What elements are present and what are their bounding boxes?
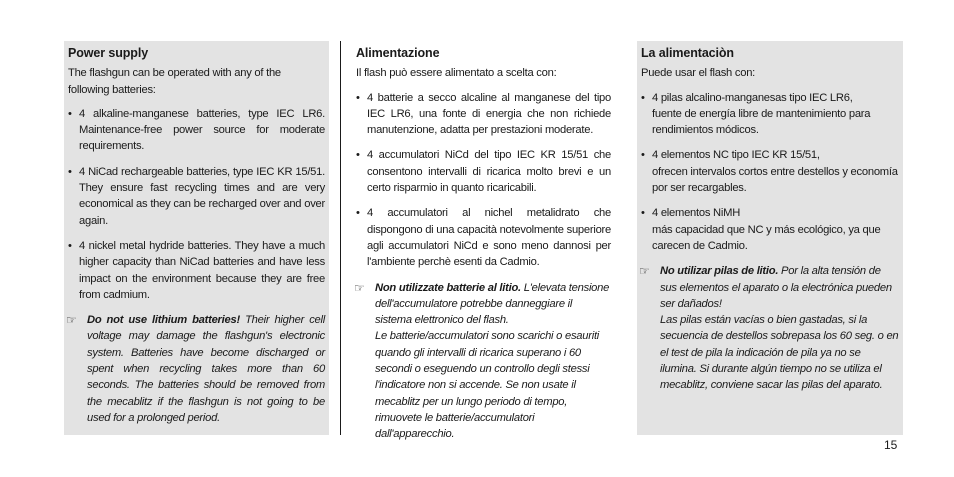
english-note-warning: Do not use lithium batteries! xyxy=(87,314,240,327)
english-intro: The flashgun can be operated with any of the following batteries: xyxy=(68,67,281,96)
bullet-dot: • xyxy=(641,149,645,162)
english-bullet-alkaline xyxy=(68,106,325,155)
bullet-dot: • xyxy=(641,207,645,220)
bullet-dot: • xyxy=(68,239,72,252)
pointing-hand-icon: ☞ xyxy=(639,264,650,279)
italian-heading: Alimentazione xyxy=(356,46,440,60)
bullet-text: fuente de energía libre de mantenimiento para rendimientos módicos. xyxy=(652,107,871,137)
spanish-column xyxy=(637,41,903,435)
bullet-text: 4 NiCad rechargeable batteries, type IEC KR 15/51. They ensure fast recycling times and are very economical as they can be recharged over and over again. xyxy=(79,165,325,227)
english-column xyxy=(64,41,329,435)
italian-note-warning: Non utilizzate batterie al litio. xyxy=(375,281,521,294)
italian-bullet-nicd xyxy=(356,147,611,196)
spanish-note xyxy=(641,263,899,393)
page-number: 15 xyxy=(884,438,898,452)
spanish-bullet-nimh xyxy=(641,205,899,254)
italian-note-line xyxy=(375,280,611,329)
bullet-text: 4 nickel metal hydride batteries. They have a much higher capacity than NiCad batteries and have less impact on the environment because they are free from cadmium. xyxy=(79,239,325,301)
english-bullet-nicad xyxy=(68,164,325,229)
pointing-hand-icon: ☞ xyxy=(354,280,365,295)
bullet-text: ofrecen intervalos cortos entre destellos y economía por ser recargables. xyxy=(652,165,898,195)
italian-column xyxy=(352,41,615,441)
column-divider xyxy=(340,41,341,435)
bullet-text: 4 elementos NiMH xyxy=(652,207,741,220)
bullet-dot: • xyxy=(356,149,360,162)
spanish-note-text-2: Las pilas están vacías o bien gastadas, si la secuencia de destellos sobrepasa los 60 seg. o en el test de pila la indicación de pila ya no se ilumina. Si durante algún tiempo no se utiliza el mecablitz, conviene sacar las pilas del aparato. xyxy=(660,314,899,392)
italian-bullet-nimh xyxy=(356,205,611,270)
bullet-text: 4 batterie a secco alcaline al manganese del tipo IEC LR6, una fonte di energia che non richiede manutenzione, adatta per prestazioni moderate. xyxy=(367,91,611,137)
bullet-dot: • xyxy=(356,207,360,220)
bullet-text: 4 accumulatori NiCd del tipo IEC KR 15/51 che consentono intervalli di ricarica molto brevi e un certo risparmio in quanto ricaricabili. xyxy=(367,149,611,195)
spanish-note-line xyxy=(660,263,899,312)
bullet-dot: • xyxy=(356,91,360,104)
italian-note-text-2: Le batterie/accumulatori sono scarichi o esauriti quando gli intervalli di ricarica superano i 60 secondi o eseguendo un controllo degli stessi l'indicatore non si accende. Se non usate il mecablitz per un lungo periodo di tempo, rimuovete le batterie/accumulatori dall'apparecchio. xyxy=(375,330,600,441)
bullet-text: 4 elementos NC tipo IEC KR 15/51, xyxy=(652,149,820,162)
spanish-bullet-nc xyxy=(641,147,899,196)
bullet-dot: • xyxy=(68,165,72,178)
bullet-text: 4 pilas alcalino-manganesas tipo IEC LR6, xyxy=(652,91,853,104)
italian-note-text: L'elevata tensione dell'accumulatore potrebbe danneggiare il sistema elettronico del flash. xyxy=(375,281,610,327)
spanish-intro: Puede usar el flash con: xyxy=(641,67,756,80)
english-bullet-nimh xyxy=(68,238,325,303)
pointing-hand-icon: ☞ xyxy=(66,313,77,328)
spanish-note-text: Por la alta tensión de sus elementos el aparato o la electrónica pueden ser dañados! xyxy=(660,265,892,310)
bullet-text: más capacidad que NC y más ecológico, ya que carecen de Cadmio. xyxy=(652,223,881,252)
bullet-dot: • xyxy=(641,91,645,104)
spanish-heading: La alimentaciòn xyxy=(641,46,734,60)
spanish-bullet-alkaline xyxy=(641,90,899,139)
spanish-note-warning: No utilizar pilas de litio. xyxy=(660,265,779,278)
english-note xyxy=(68,312,325,426)
italian-intro: Il flash può essere alimentato a scelta con: xyxy=(356,67,557,80)
bullet-text: 4 alkaline-manganese batteries, type IEC LR6. Maintenance-free power source for moderate requirements. xyxy=(79,107,325,153)
english-heading: Power supply xyxy=(68,46,149,60)
italian-bullet-alkaline xyxy=(356,90,611,139)
bullet-dot: • xyxy=(68,107,72,120)
italian-note xyxy=(356,280,611,443)
bullet-text: 4 accumulatori al nichel metalidrato che dispongono di una capacità notevolmente superiore agli accumulatori NiCd e sono meno dannosi per l'ambiente perchè esenti da Cadmio. xyxy=(367,207,611,269)
english-note-text: Their higher cell voltage may damage the flashgun's electronic system. Batteries have become discharged or spent when recycling takes more than 60 seconds. The batteries should be removed from the mecablitz if the flashgun is not going to be used for a prolonged period. xyxy=(87,314,325,424)
